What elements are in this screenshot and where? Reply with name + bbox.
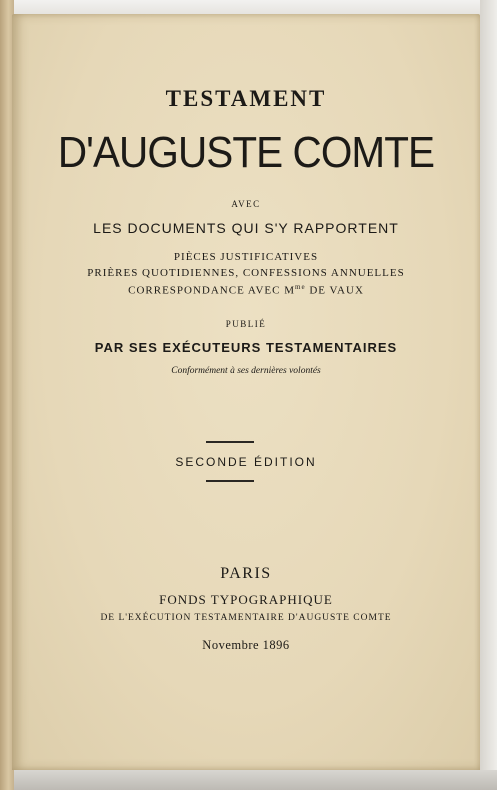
publie-text: PUBLIÉ bbox=[225, 319, 267, 329]
publisher-detail: DE L'EXÉCUTION TESTAMENTAIRE D'AUGUSTE COMTE bbox=[100, 613, 392, 623]
avec-text: AVEC bbox=[231, 199, 261, 209]
publisher-name: FONDS TYPOGRAPHIQUE bbox=[159, 592, 333, 607]
background-right bbox=[480, 0, 497, 790]
correspondance-line bbox=[12, 283, 480, 297]
prieres-line: PRIÈRES QUOTIDIENNES, CONFESSIONS ANNUELLES bbox=[87, 267, 405, 279]
correspondance-suffix: DE VAUX bbox=[305, 284, 364, 297]
publication-date: Novembre 1896 bbox=[202, 638, 290, 652]
documents-subtitle: LES DOCUMENTS QUI S'Y RAPPORTENT bbox=[93, 220, 399, 236]
city-imprint: PARIS bbox=[220, 565, 272, 582]
title-line-1: TESTAMENT bbox=[165, 86, 327, 111]
conforme-line: Conformément à ses dernières volontés bbox=[171, 366, 321, 376]
rule-top bbox=[206, 441, 254, 443]
correspondance-superscript: me bbox=[295, 283, 306, 291]
title-line-2: D'AUGUSTE COMTE bbox=[57, 128, 435, 177]
edition-label: SECONDE ÉDITION bbox=[175, 455, 317, 469]
pieces-line: PIÈCES JUSTIFICATIVES bbox=[173, 251, 319, 263]
background-bottom bbox=[0, 770, 497, 790]
background-top bbox=[0, 0, 497, 14]
correspondance-prefix: CORRESPONDANCE AVEC M bbox=[128, 284, 295, 297]
rule-bottom bbox=[206, 480, 254, 482]
executeurs-line: PAR SES EXÉCUTEURS TESTAMENTAIRES bbox=[94, 340, 398, 355]
